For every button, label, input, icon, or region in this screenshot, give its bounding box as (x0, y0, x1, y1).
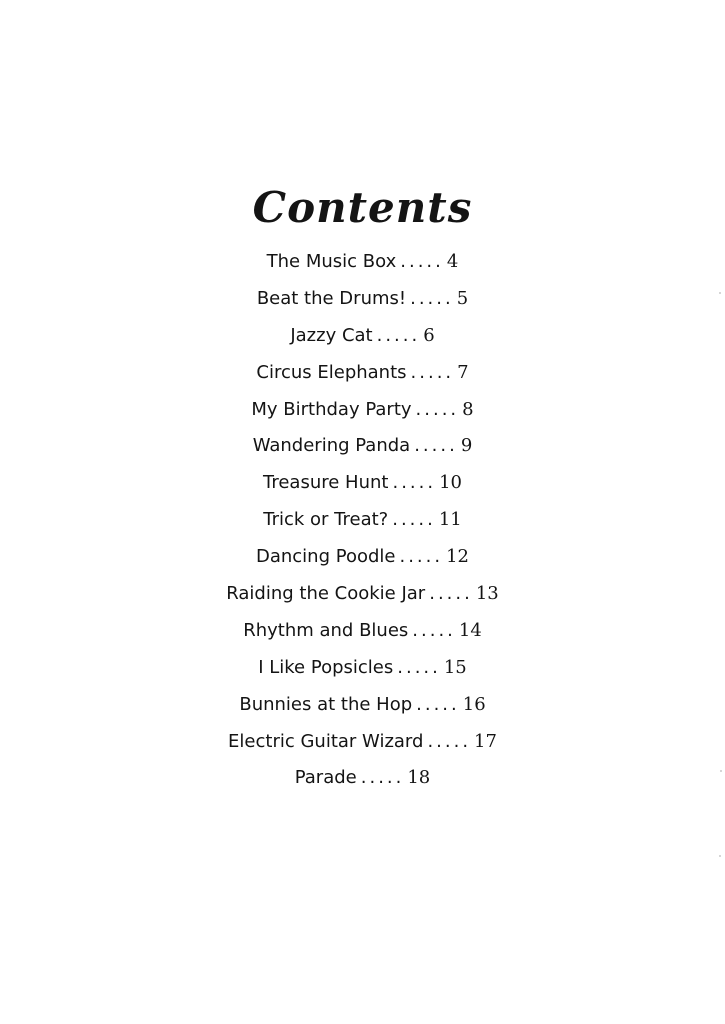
toc-entry-leader: ..... (399, 546, 444, 568)
toc-entry-leader: ..... (415, 398, 460, 420)
toc-entry (0, 465, 725, 502)
toc-entry-title: I Like Popsicles (258, 656, 394, 678)
toc-entry-leader: ..... (427, 730, 472, 752)
toc-entry-leader: ..... (416, 693, 460, 715)
toc-entry-page: 18 (407, 767, 431, 789)
toc-entry (0, 539, 725, 576)
toc-entry (0, 724, 725, 761)
toc-entry-page: 14 (458, 619, 482, 641)
toc-entry (0, 244, 725, 281)
toc-entry (0, 687, 725, 724)
scan-speck (720, 770, 722, 772)
toc-entry-leader: ..... (400, 251, 444, 272)
toc-entry-title: Electric Guitar Wizard (228, 730, 424, 752)
table-of-contents (0, 244, 725, 797)
toc-entry-leader: ..... (360, 767, 405, 789)
toc-entry-title: Bunnies at the Hop (239, 693, 413, 715)
toc-entry-page: 11 (438, 509, 462, 531)
toc-entry-leader: ..... (392, 509, 436, 531)
toc-entry (0, 428, 725, 465)
toc-entry-title: The Music Box (266, 251, 397, 272)
toc-entry-leader: ..... (414, 435, 458, 457)
toc-entry-leader: ..... (376, 324, 421, 346)
scan-speck (719, 292, 721, 294)
toc-entry-page: 9 (460, 435, 473, 457)
toc-entry-title: Parade (294, 767, 357, 789)
toc-entry-leader: ..... (392, 472, 437, 494)
toc-entry-page: 17 (474, 730, 497, 752)
toc-entry-leader: ..... (397, 656, 441, 678)
toc-entry-title: My Birthday Party (251, 398, 412, 420)
toc-entry-title: Trick or Treat? (263, 509, 389, 531)
toc-entry-leader: ..... (410, 361, 455, 383)
toc-entry-title: Circus Elephants (256, 361, 407, 383)
toc-entry-title: Beat the Drums! (256, 287, 407, 309)
toc-entry-page: 10 (439, 472, 462, 494)
toc-entry-page: 12 (446, 546, 469, 568)
toc-entry (0, 355, 725, 392)
toc-entry-page: 4 (446, 251, 459, 272)
toc-entry-leader: ..... (412, 619, 456, 641)
toc-entry-page: 7 (457, 361, 469, 383)
toc-entry-page: 13 (475, 583, 499, 605)
toc-entry (0, 502, 725, 539)
toc-entry-title: Raiding the Cookie Jar (226, 583, 426, 605)
toc-entry-page: 6 (423, 324, 435, 346)
toc-entry-title: Jazzy Cat (290, 324, 373, 346)
scan-speck (719, 855, 721, 857)
toc-entry-page: 15 (443, 656, 467, 678)
toc-entry (0, 281, 725, 318)
toc-entry-leader: ..... (410, 287, 454, 309)
toc-entry-leader: ..... (429, 583, 473, 605)
toc-entry (0, 392, 725, 429)
toc-entry (0, 318, 725, 355)
toc-entry-title: Rhythm and Blues (243, 619, 409, 641)
toc-entry-title: Treasure Hunt (263, 472, 389, 494)
toc-entry (0, 760, 725, 797)
toc-entry-title: Dancing Poodle (255, 546, 396, 568)
toc-entry-title: Wandering Panda (252, 435, 411, 457)
toc-entry-page: 8 (462, 398, 474, 420)
toc-entry-page: 16 (462, 693, 486, 715)
page-title: Contents (252, 183, 473, 232)
toc-entry (0, 576, 725, 613)
toc-entry (0, 650, 725, 687)
toc-entry-page: 5 (456, 287, 469, 309)
toc-entry (0, 613, 725, 650)
